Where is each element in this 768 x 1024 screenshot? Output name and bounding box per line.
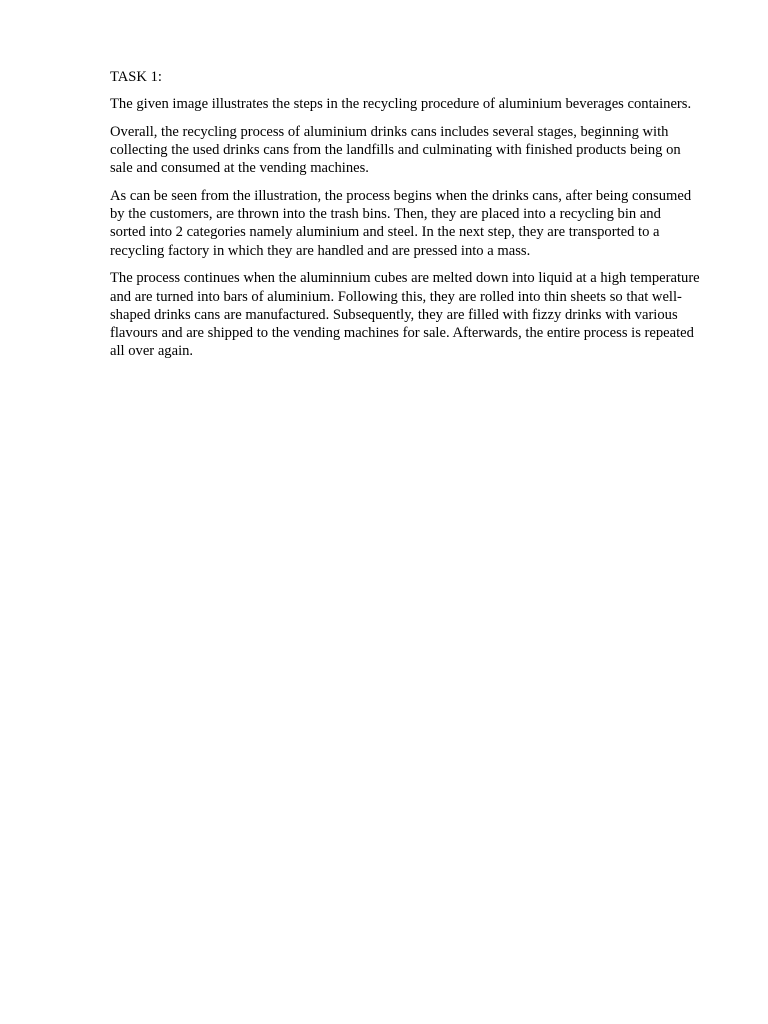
paragraph-body-1: As can be seen from the illustration, the process begins when the drinks cans, after being consumed by the customers, are thrown into the trash bins. Then, they are placed into a recycling bin and sorted into 2 categories namely aluminium and steel. In the next step, they are transported to a recycling factory in which they are handled and are pressed into a mass.: [110, 188, 692, 259]
task-heading: TASK 1:: [110, 69, 162, 85]
paragraph-overview: Overall, the recycling process of aluminium drinks cans includes several stages, beginning with collecting the used drinks cans from the landfills and culminating with finished products being on sale and consumed at the vending machines.: [110, 123, 681, 177]
paragraph-intro: The given image illustrates the steps in the recycling procedure of aluminium beverages containers.: [110, 96, 692, 113]
document-page: [110, 68, 700, 370]
paragraph-body-2: The process continues when the aluminnium cubes are melted down into liquid at a high temperature and are turned into bars of aluminium. Following this, they are rolled into thin sheets so that well-shaped drinks cans are manufactured. Subsequently, they are filled with fizzy drinks with various flavours and are shipped to the vending machines for sale. Afterwards, the entire process is repeated all over again.: [110, 270, 700, 360]
